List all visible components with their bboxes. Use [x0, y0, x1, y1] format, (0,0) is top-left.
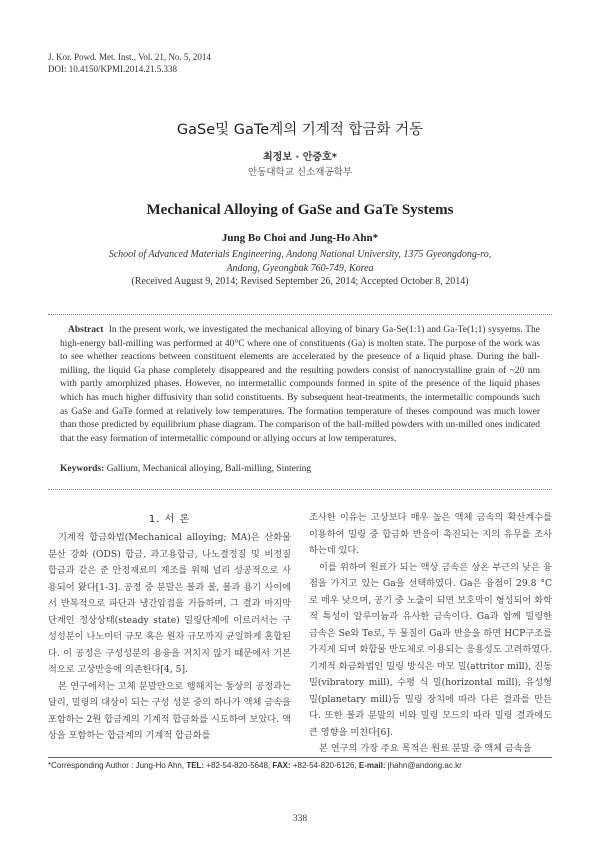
footnote-email-label: E-mail:	[358, 761, 386, 770]
paragraph: 조사한 이유는 고상보다 매우 높은 액체 금속의 확산계수를 이용하여 밀링 중 합금화 반응이 촉진되는 지의 유무를 조사하는데 있다.	[309, 512, 552, 556]
affiliation-line-2: Andong, Gyeongbuk 760-749, Korea	[226, 263, 374, 274]
abstract	[60, 324, 540, 446]
footnote-fax-label: FAX:	[272, 761, 291, 770]
footnote-tel: +82-54-820-5648,	[204, 761, 273, 770]
paragraph: 본 연구에서는 고체 분말만으로 행해지는 통상의 공정과는 달리, 밀링의 대상이 되는 구성 성분 중의 하나가 액체 금속을 포함하는 2원 합금계의 기계적 합금화를 시도하여 보았다. 액상을 포함하는 합금계의 기계적 합금화를	[48, 680, 291, 741]
paragraph: 이를 위하여 원료가 되는 액상 금속은 상온 부근의 낮은 융점을 가지고 있는 Ga을 선택하였다. Ga은 융점이 29.8 °C로 매우 낮으며, 공기 중 노출이 되면 보호막이 형성되어 화학적 특성이 알루미늄과 유사한 금속이다. Ga과 함께 밀링한 금속은 Se와 Te로, 두 물질이 Ga과 반응을 하면 HCP구조를 가지게 되며 화합물 반도체로 이용되는 응용성도 고려하였다. 기계적 화금화법인 밀링 방식은 마모 밀(attritor mill), 진동 밀(vibratory mill), 수평 식 밀(horizontal mill), 유성형 밀(planetary mill)등 밀링 장치에 따라 다른 결과를 만든다. 또한 볼과 분말의 비와 밀링 모드의 따라 밀링 결과에도 큰 영향을 미친다[6].	[309, 561, 552, 738]
doi: DOI: 10.4150/KPMI.2014.21.5.338	[48, 64, 178, 74]
abstract-bottom-divider	[48, 489, 552, 490]
korean-authors: 최정보 · 안중호*	[263, 152, 337, 163]
left-column	[48, 530, 291, 745]
english-title: Mechanical Alloying of GaSe and GaTe Systems	[146, 202, 454, 218]
journal-header	[48, 51, 211, 75]
paragraph: 기계적 합금화법(Mechanical alloying; MA)은 산화물 분산 강화 (ODS) 합금, 과고용합금, 나노결정질 및 비정질 합금과 같은 준 안정재료의 제조를 위해 널리 성공적으로 사용되어 왔다[1-3]. 공정 중 분말은 볼과 볼, 볼과 용기 사이에서 반복적으로 파단과 냉간압접을 거듭하며, 그 결과 마지막 단계인 정상상태(steady state) 밀링단계에 이르러서는 구성성분이 나노미터 규모 혹은 원자 규모까지 균일하게 혼합된다. 이 공정은 구성성분의 용융을 거치지 않기 때문에서 기본적으로 고상반응에 의존한다[4, 5].	[48, 532, 291, 675]
affiliation-line-1: School of Advanced Materials Engineering, Andong National University, 1375 Gyeongdong-ro,	[108, 249, 492, 260]
abstract-top-divider	[48, 314, 552, 315]
keywords-text: Gallium, Mechanical alloying, Ball-milling, Sintering	[106, 464, 312, 474]
korean-affiliation: 안동대학교 신소재공학부	[248, 167, 352, 178]
paragraph: 본 연구의 가장 주요 목적은 원료 분말 중 액체 금속을	[319, 743, 532, 754]
journal-citation: J. Kor. Powd. Met. Inst., Vol. 21, No. 5, 2014	[48, 52, 211, 62]
footnote-fax: +82-54-820-6126,	[290, 761, 359, 770]
english-authors: Jung Bo Choi and Jung-Ho Ahn*	[221, 232, 379, 244]
section-heading: 1. 서 론	[148, 514, 191, 525]
keywords	[60, 464, 540, 474]
abstract-text: In the present work, we investigated the mechanical alloying of binary Ga-Se(1:1) and Ga-Te(1;1) sysyems. The high-energy ball-milling was performed at 40°C where one of constituents (Ga) is molten state. The purpose of the work was to see whether reactions between constituent elements are accelerated by the presence of a liquid phase. During the ball-milling, the liquid Ga phase completely disappeared and the resulting powders consist of nanocrystalline grain of ~20 nm with partly amorphized phases. However, no intermetallic compounds formed in spite of the presence of the liquid phases which has much higher diffusivity than solid constituents. By subsequent heat-treatments, the intermetallic compounds such as GaSe and GaTe formed at relatively low temperatures. The formation temperature of theses compound was much lower than those predicted by equilibrium phase diagram. The comparison of the ball-milled powders with un-milled ones indicated that the easy formation of intermetallic compound or allying occurs at low temperatures.	[60, 325, 541, 444]
corresponding-author-footnote	[48, 761, 462, 770]
keywords-label: Keywords:	[60, 464, 105, 474]
footnote-email: jhahn@andong.ac.kr	[385, 761, 462, 770]
english-affiliation	[60, 248, 540, 276]
page-number: 338	[292, 814, 308, 824]
received-dates: (Received August 9, 2014; Revised September 26, 2014; Accepted October 8, 2014)	[131, 276, 469, 287]
right-column	[309, 510, 552, 758]
footnote-divider	[48, 757, 552, 758]
footnote-author: *Corresponding Author : Jung-Ho Ahn,	[48, 761, 187, 770]
abstract-label: Abstract	[68, 325, 104, 335]
footnote-tel-label: TEL:	[186, 761, 205, 770]
korean-title: GaSe및 GaTe계의 기계적 합금화 거동	[176, 122, 424, 138]
